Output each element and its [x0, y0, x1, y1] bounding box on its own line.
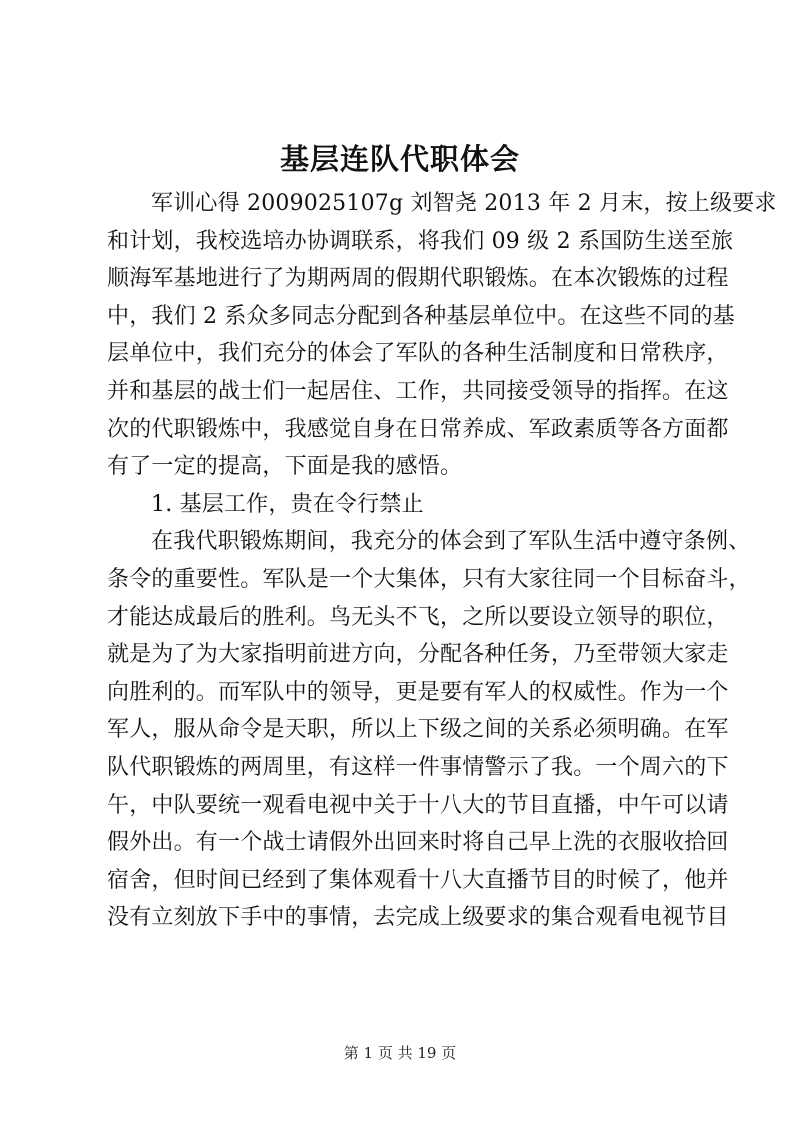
text-line: 午，中队要统一观看电视中关于十八大的节目直播，中午可以请	[107, 792, 729, 818]
text-line: 没有立刻放下手中的事情，去完成上级要求的集合观看电视节目	[107, 905, 729, 931]
text-line: 宿舍，但时间已经到了集体观看十八大直播节目的时候了，他并	[107, 867, 729, 893]
text-line: 军训心得 2009025107g 刘智尧 2013 年 2 月末，按上级要求	[151, 191, 777, 216]
text-line: 中，我们 2 系众多同志分配到各种基层单位中。在这些不同的基	[107, 303, 735, 329]
text-line: 有了一定的提高，下面是我的感悟。	[107, 454, 463, 480]
text-line: 层单位中，我们充分的体会了军队的各种生活制度和日常秩序，	[107, 341, 729, 367]
text-line: 就是为了为大家指明前进方向，分配各种任务，乃至带领大家走	[107, 642, 729, 668]
text-line: 在我代职锻炼期间，我充分的体会到了军队生活中遵守条例、	[151, 529, 751, 555]
text-line: 顺海军基地进行了为期两周的假期代职锻炼。在本次锻炼的过程	[107, 266, 729, 292]
text-line: 才能达成最后的胜利。鸟无头不飞，之所以要设立领导的职位，	[107, 604, 729, 630]
text-line: 和计划，我校选培办协调联系，将我们 09 级 2 系国防生送至旅	[107, 228, 734, 254]
text-line: 次的代职锻炼中，我感觉自身在日常养成、军政素质等各方面都	[107, 416, 729, 442]
text-line: 1. 基层工作，贵在令行禁止	[151, 491, 424, 517]
text-line: 向胜利的。而军队中的领导，更是要有军人的权威性。作为一个	[107, 679, 729, 705]
text-line: 队代职锻炼的两周里，有这样一件事情警示了我。一个周六的下	[107, 754, 729, 780]
text-line: 条令的重要性。军队是一个大集体，只有大家往同一个目标奋斗，	[107, 566, 751, 592]
text-line: 军人，服从命令是天职，所以上下级之间的关系必须明确。在军	[107, 717, 729, 743]
document-body	[107, 185, 777, 937]
page-footer: 第 1 页 共 19 页	[343, 1044, 457, 1062]
document-title: 基层连队代职体会	[279, 142, 520, 176]
text-line: 并和基层的战士们一起居住、工作，共同接受领导的指挥。在这	[107, 378, 729, 404]
text-line: 假外出。有一个战士请假外出回来时将自己早上洗的衣服收拾回	[107, 830, 729, 856]
